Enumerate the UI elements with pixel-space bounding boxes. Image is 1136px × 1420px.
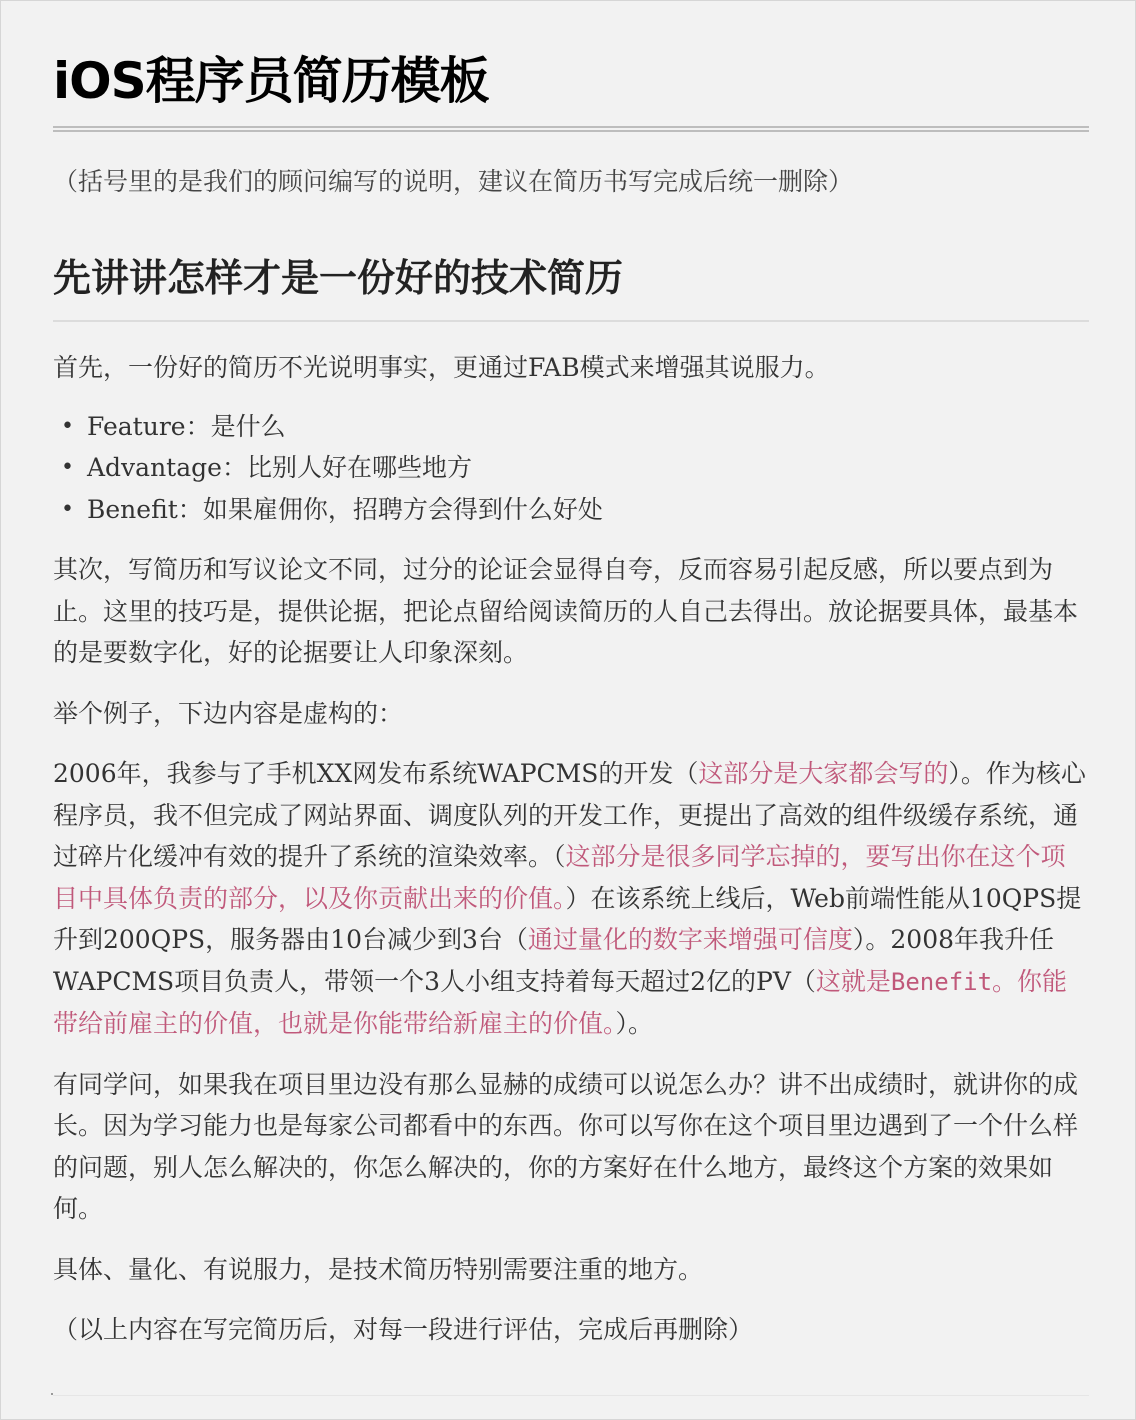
fab-intro-paragraph: 首先，一份好的简历不光说明事实，更通过FAB模式来增强其说服力。 bbox=[53, 353, 830, 382]
fab-term: Feature bbox=[87, 411, 186, 441]
section-divider bbox=[53, 320, 1089, 322]
paragraph-example-intro: 举个例子，下边内容是虚构的： bbox=[53, 698, 404, 728]
fab-term: Advantage bbox=[87, 453, 222, 482]
advisor-comment: 。你能带给前雇主的价值，也就是你能带给新雇主的价值。 bbox=[53, 966, 1068, 1038]
fab-desc: 如果雇佣你，招聘方会得到什么好处 bbox=[202, 494, 603, 524]
list-item: • Feature：是什么 bbox=[53, 406, 1089, 448]
paragraph-example: 2006年，我参与了手机XX网发布系统WAPCMS的开发（这部分是大家都会写的）。作为核心程序员，我不但完成了网站界面、调度队列的开发工作，更提出了高效的组件级缓存系统，通过碎片化缓冲有效的提升了系统的渲染效率。（这部分是很多同学忘掉的，要写出你在这个项目中具体负责的部分，以及你贡献出来的价值。）在该系统上线后，Web前端性能从10QPS提升到200QPS，服务器由10台减少到3台（通过量化的数字来增强可信度）。2008年我升任WAPCMS项目负责人，带领一个3人小组支持着每天超过2亿的PV（这就是Benefit。你能带给前雇主的价值，也就是你能带给新雇主的价值。）。 bbox=[53, 759, 1086, 1038]
advisor-comment: 这就是 bbox=[815, 966, 891, 996]
section-heading: 先讲讲怎样才是一份好的技术简历 bbox=[53, 256, 624, 300]
list-item: • Benefit：如果雇佣你，招聘方会得到什么好处 bbox=[53, 489, 1089, 531]
fab-desc: 比别人好在哪些地方 bbox=[246, 453, 472, 482]
paragraph-argument: 其次，写简历和写议论文不同，过分的论证会显得自夸，反而容易引起反感，所以要点到为止。这里的技巧是，提供论据，把论点留给阅读简历的人自己去得出。放论据要具体，最基本的是要数字化，好的论据要让人印象深刻。 bbox=[53, 555, 1079, 667]
advisor-comment: 这部分是很多同学忘掉的，要写出你在这个项目中具体负责的部分，以及你贡献出来的价值。 bbox=[53, 842, 1066, 913]
fab-list bbox=[53, 406, 1089, 531]
title-divider bbox=[53, 126, 1089, 132]
closing-note: （以上内容在写完简历后，对每一段进行评估，完成后再删除） bbox=[53, 1315, 754, 1344]
bullet-icon: • bbox=[61, 413, 74, 439]
fab-term: Benefit bbox=[87, 494, 178, 524]
fab-desc: 是什么 bbox=[210, 411, 286, 441]
paragraph-summary: 具体、量化、有说服力，是技术简历特别需要注重的地方。 bbox=[53, 1254, 704, 1284]
resume-document bbox=[53, 41, 1089, 1351]
corner-mark bbox=[51, 1393, 53, 1395]
page-title: iOS程序员简历模板 bbox=[53, 52, 489, 110]
intro-note: （括号里的是我们的顾问编写的说明，建议在简历书写完成后统一删除） bbox=[53, 167, 854, 196]
advisor-comment: 通过量化的数字来增强可信度 bbox=[527, 925, 853, 954]
bullet-icon: • bbox=[61, 455, 74, 480]
list-item: • Advantage：比别人好在哪些地方 bbox=[53, 447, 1089, 489]
paragraph-growth: 有同学问，如果我在项目里边没有那么显赫的成绩可以说怎么办？讲不出成绩时，就讲你的成长。因为学习能力也是每家公司都看中的东西。你可以写你在这个项目里边遇到了一个什么样的问题，别人怎么解决的，你怎么解决的，你的方案好在什么地方，最终这个方案的效果如何。 bbox=[53, 1069, 1079, 1223]
bullet-icon: • bbox=[61, 496, 74, 522]
bottom-divider bbox=[53, 1395, 1089, 1396]
benefit-code: Benefit bbox=[890, 967, 993, 996]
advisor-comment: 这部分是大家都会写的 bbox=[698, 759, 949, 788]
